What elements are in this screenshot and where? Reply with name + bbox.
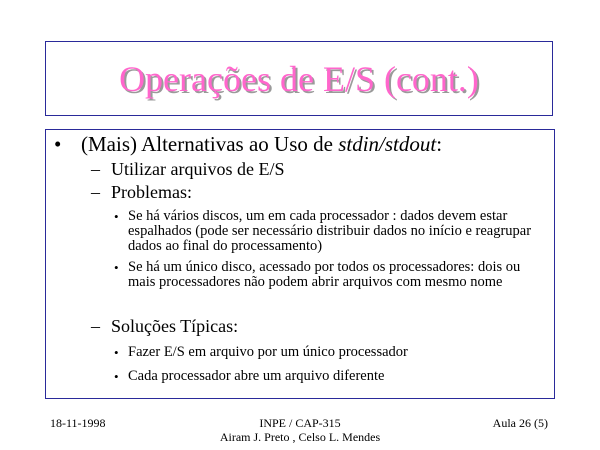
sub-item-label: Utilizar arquivos de E/S — [111, 159, 285, 179]
dash-icon: – — [91, 159, 100, 179]
sub-item-label: Problemas: — [111, 182, 192, 202]
bullet-icon: • — [54, 132, 62, 156]
problem-text: Se há um único disco, acessado por todos os processadores: dois ou mais processadores não podem abrir arquivos com mesmo nome — [128, 259, 521, 290]
main-bullet-prefix: (Mais) Alternativas ao Uso de — [81, 132, 339, 156]
main-bullet-text — [81, 132, 442, 157]
sub-item-label: Soluções Típicas: — [111, 316, 239, 336]
dash-icon: – — [91, 182, 100, 202]
bullet-icon: • — [114, 345, 119, 360]
dash-icon: – — [91, 316, 100, 336]
bullet-icon: • — [114, 260, 119, 275]
main-bullet-suffix: : — [436, 132, 443, 156]
problem-text: Se há vários discos, um em cada processador : dados devem estar espalhados (pode ser necessário distribuir dados no início e reagrupar dados ao final do processamento) — [128, 208, 532, 254]
title-box — [45, 41, 553, 116]
bullet-icon: • — [114, 209, 119, 224]
solution-text: Fazer E/S em arquivo por um único processador — [128, 344, 408, 360]
footer-authors: Airam J. Preto , Celso L. Mendes — [219, 430, 381, 444]
slide-title: Operações de E/S (cont.) — [119, 58, 479, 99]
bullet-icon: • — [114, 369, 119, 384]
footer-page: Aula 26 (5) — [492, 416, 548, 430]
main-bullet-italic: stdin/stdout — [338, 132, 437, 156]
footer-date: 18-11-1998 — [50, 416, 106, 430]
content-box — [45, 129, 555, 399]
solution-text: Cada processador abre um arquivo diferente — [128, 368, 385, 384]
footer-org: INPE / CAP-315 — [259, 416, 341, 430]
